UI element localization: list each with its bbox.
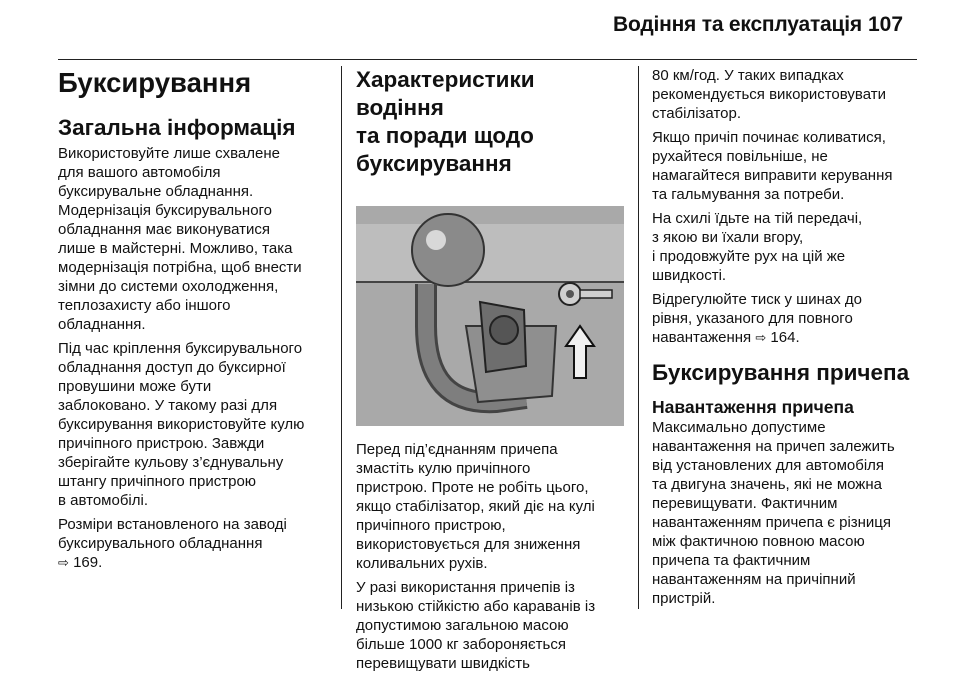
paragraph-lubricate-ball: Перед під’єднанням причепа змастіть кулю причіпного пристрою. Проте не робіть цього, якщо стабілізатор, який діє на кулі причіпного пристрою, використовується для зниження коливальних рухів. [356,441,595,572]
paragraph-slope: На схилі їдьте на тій передачі, з якою ви їхали вгору, і продовжуйте рух на цій же швидкості. [652,210,863,284]
page-ref-164: 164. [766,329,800,346]
column-divider-1 [341,66,342,609]
paragraph-tyre-pressure [652,290,920,347]
section-heading-towing: Буксирування [58,67,252,98]
towbar-drawing [356,206,624,426]
paragraph-max-load: Максимально допустиме навантаження на причеп залежить від установлених для автомобіля та двигуна значень, які не можна перевищувати. Фактичним навантаженням причепа є різниця між фактичною повною масою причепа та фактичним навантаженням на причіпний пристрій. [652,419,895,607]
paragraph-dimensions [58,515,328,572]
column-3 [652,66,920,613]
header-rule [58,59,917,60]
subheading-general-info: Загальна інформація [58,115,296,140]
page-ref-arrow-icon: ⇨ [755,330,767,345]
paragraph-mounting: Під час кріплення буксирувального обладнання доступ до буксирної провушини може бути заблоковано. У такому разі для буксирування використовуйте кулю причіпного пристрою. Завжди зберігайте кульову з’єднувальну штангу причіпного пристрою в автомобілі. [58,340,305,509]
column-2 [356,66,624,678]
page-ref-169: 169. [68,554,103,571]
subheading-driving-tips: Характеристики водіння та поради щодо буксирування [356,67,535,176]
paragraph-speed-limit: 80 км/год. У таких випадках рекомендується використовувати стабілізатор. [652,67,886,122]
column-divider-2 [638,66,639,609]
paragraph-tyre-pressure-text: Відрегулюйте тиск у шинах до рівня, указаного для повного навантаження [652,291,862,346]
paragraph-low-stability: У разі використання причепів із низькою стійкістю або караванів із допустимою загальною масою більше 1000 кг забороняється перевищувати швидкість [356,579,596,672]
paragraph-dimensions-text: Розміри встановленого на заводі буксирувального обладнання [58,516,287,552]
paragraph-swaying: Якщо причіп починає коливатися, рухайтеся повільніше, не намагайтеся виправити керування та гальмування за потреби. [652,129,893,203]
page-header [0,0,960,60]
page-number: 107 [868,13,904,36]
subheading-trailer-load: Навантаження причепа [652,397,854,417]
running-header-title: Водіння та експлуатація [613,13,862,36]
column-1 [58,66,328,577]
subheading-trailer-towing: Буксирування причепа [652,360,910,385]
paragraph-equipment: Використовуйте лише схвалене для вашого автомобіля буксирувальне обладнання. Модернізація буксирувального обладнання має виконуватися лише в майстерні. Можливо, така модернізація потрібна, щоб внести зімни до системи охолодження, теплозахисту або іншого обладнання. [58,145,302,333]
towbar-illustration [356,206,624,426]
page-ref-arrow-icon: ⇨ [58,555,69,570]
